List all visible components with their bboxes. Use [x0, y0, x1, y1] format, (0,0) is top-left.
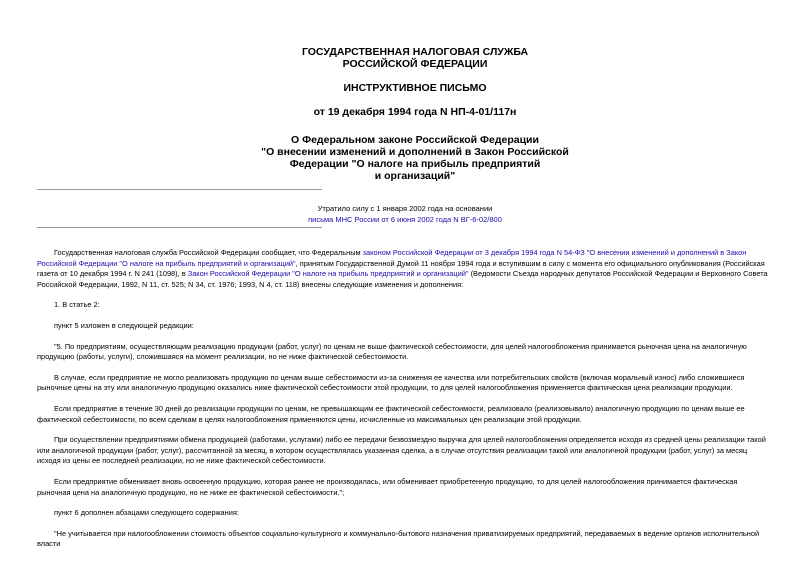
intro-text-2: , принятым Государственной Думой 11 ноября 1994 года и вступившим в силу с момента его официального опубликования (Российская газета от 10 декабря 1994 г. N 241 (1098), в: [37, 258, 765, 279]
document-date-number: от 19 декабря 1994 года N НП-4-01/117н: [313, 106, 517, 118]
status-note: [300, 203, 510, 225]
issuer-line-1: ГОСУДАРСТВЕННАЯ НАЛОГОВАЯ СЛУЖБА: [301, 46, 529, 58]
paragraph-quality-decline: В случае, если предприятие не могло реализовать продукцию по ценам выше себестоимости из-за снижения ее качества или потребительских свойств (включая моральный износ) либо сложившиеся рыночные цены на эту или аналогичную продукцию оказались ниже фактической себестоимости этой продукции, то для целей налогообложения применяется фактическая цена реализации продукции.: [37, 372, 745, 393]
paragraph-item-5: "5. По предприятиям, осуществляющим реализацию продукции (работ, услуг) по ценам не выше фактической себестоимости, для целей налогообложения принимается рыночная цена на аналогичную продукцию (работы, услуги), сложившаяся на момент реализации, но не ниже фактической себестоимости.: [37, 341, 747, 362]
law-link-profit-tax[interactable]: Закон Российской Федерации "О налоге на прибыль предприятий и организаций": [187, 269, 469, 279]
status-note-link[interactable]: письма МНС России от 6 июня 2002 года N ВГ-6-02/800: [308, 215, 502, 224]
paragraph-new-products: Если предприятие обменивает вновь освоенную продукцию, которая ранее не производилась, или обменивает приобретенную продукцию, то для целей налогообложения принимается фактическая рыночная цена на аналогичную продукцию, но не ниже ее фактической себестоимости.";: [37, 476, 738, 497]
paragraph-item-6-intro: пункт 6 дополнен абзацами следующего содержания:: [54, 508, 239, 518]
paragraph-exchange: При осуществлении предприятиями обмена продукцией (работами, услугами) либо ее передачи безвозмездно выручка для целей налогообложения определяется исходя из средней цены реализации такой или аналогичной продукции (работ, услуг), рассчитанной за месяц, в котором осуществлялась указанная сделка, а в случае отсутствия реализации такой или аналогичной продукции (работ, услуг) за месяц исходя из цены ее последней реализации, но не ниже фактической себестоимости.: [37, 435, 766, 466]
doc-type-block: [250, 82, 580, 94]
subject-line-2: "О внесении изменений и дополнений в Закон Российской: [261, 146, 569, 158]
document-type: ИНСТРУКТИВНОЕ ПИСЬМО: [343, 82, 487, 94]
issuer-block: [250, 46, 580, 70]
law-link-54fz[interactable]: законом Российской Федерации от 3 декабря 1994 года N 54-ФЗ "О внесении изменений и дополнений в Закон Российской Федерации "О налоге на прибыль предприятий и организаций": [37, 248, 747, 268]
paragraph-intro: [37, 248, 772, 290]
divider-top: [37, 189, 322, 190]
issuer-line-2: РОССИЙСКОЙ ФЕДЕРАЦИИ: [342, 58, 488, 70]
document-subject: [250, 134, 580, 182]
paragraph-30-days: Если предприятие в течение 30 дней до реализации продукции по ценам, не превышающим ее фактической себестоимости, реализовало (реализовывало) аналогичную продукцию по ценам выше ее фактической себестоимости, по всем сделкам в целях налогообложения применяются цены, исчисленные из максимальных цен реализации этой продукции.: [37, 403, 745, 424]
subject-line-4: и организаций": [374, 170, 456, 182]
status-note-text: Утратило силу с 1 января 2002 года на основании: [317, 204, 493, 213]
intro-text-1: Государственная налоговая служба Российской Федерации сообщает, что Федеральным: [54, 248, 363, 257]
paragraph-item-6: "Не учитывается при налогообложении стоимость объектов социально-культурного и коммунально-бытового назначения приватизируемых предприятий, передаваемых в ведение органов исполнительной власти: [37, 528, 760, 549]
paragraph-article-2: 1. В статье 2:: [54, 300, 100, 310]
paragraph-item-5-intro: пункт 5 изложен в следующей редакции:: [54, 320, 194, 330]
doc-date-block: [250, 106, 580, 118]
subject-line-3: Федерации "О налоге на прибыль предприятий: [289, 158, 541, 170]
document-header: [250, 46, 580, 182]
subject-line-1: О Федеральном законе Российской Федерации: [291, 134, 539, 146]
intro-text-3: (Ведомости Съезда народных депутатов Российской Федерации и Верховного Совета Российской Федерации, 1992, N 11, ст. 525; N 34, ст. 1976; 1993, N 4, ст. 118) внесены следующие изменения и дополнения:: [37, 269, 768, 289]
divider-bottom: [37, 227, 322, 228]
document-body: [37, 248, 772, 560]
